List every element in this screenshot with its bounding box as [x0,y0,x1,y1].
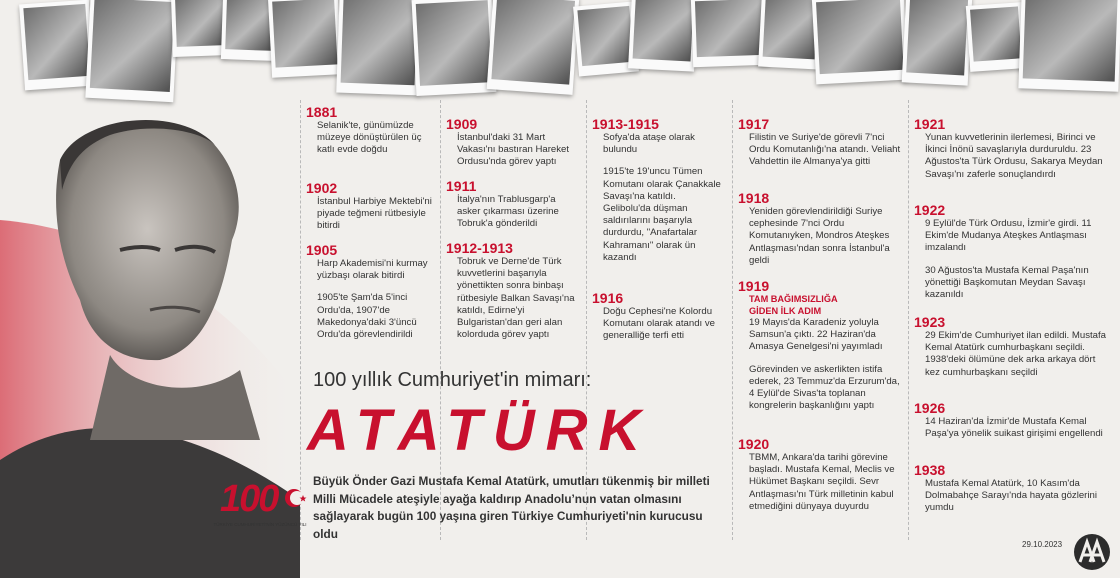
archive-photo [691,0,769,67]
timeline-text: Yeniden görevlendirildiği Suriye cephesinde 7'nci Ordu Komutanıyken, Mondros Ateşkes Antlaşması'ndan sonra İstanbul'a geldi [749,206,890,266]
timeline-entry [446,116,580,169]
headline: 100 yıllık Cumhuriyet'in mimarı: [313,369,592,391]
timeline-text: Filistin ve Suriye'de görevli 7'nci Ordu Komutanlığı'na atandı. Veliaht Vahdettin ile Almanya'ya gitti [749,132,901,168]
timeline-text: İstanbul Harbiye Mektebi'ni piyade teğmeni rütbesiyle bitirdi [317,196,432,232]
archive-photo [19,0,95,90]
timeline-text: Sofya'da ataşe olarak bulundu [603,132,695,156]
timeline-year: 1902 [306,180,338,196]
timeline-entry [914,462,1110,515]
timeline-entry [306,104,434,157]
timeline-text: İtalya'nın Trablusgarp'a asker çıkarması üzerine Tobruk'a gönderildi [457,194,559,230]
timeline-year: 1912-1913 [446,240,513,256]
timeline-text: Doğu Cephesi'ne Kolordu Komutanı olarak atandı ve generalliğe terfi etti [603,306,715,342]
anadolu-agency-logo [1072,532,1112,577]
centennial-caption: TÜRKİYE CUMHURİYETİ'NİN YÜZÜNCÜ YILI [213,522,307,527]
timeline-text: Mustafa Kemal Atatürk, 10 Kasım'da Dolmabahçe Sarayı'nda hayata gözlerini yumdu [925,478,1097,514]
centennial-number: 100 [220,478,278,520]
timeline-text: TBMM, Ankara'da tarihi görevine başladı. Mustafa Kemal, Meclis ve Hükümet Başkanı seçildi. Sevr Antlaşması'nı Türk milletinin kabul etmediğini dünyaya duyurdu [749,452,895,512]
archive-photo-strip [0,0,1120,110]
timeline-year: 1917 [738,116,770,132]
timeline-year: 1905 [306,242,338,258]
page-title: ATATÜRK [307,398,652,463]
aa-logo-icon [1072,532,1112,572]
timeline-text: 30 Ağustos'ta Mustafa Kemal Paşa'nın yönettiği Başkomutan Meydan Savaşı kazanıldı [925,264,1089,301]
timeline-text: 1915'te 19'uncu Tümen Komutanı olarak Çanakkale Savaşı'na katıldı. Gelibolu'da düşman saldırılarını başarıyla durdurdu, "Anafartalar Kahramanı" olarak ün kazandı [603,166,721,263]
timeline-text: Selanik'te, günümüzde müzeye dönüştürülen üç katlı evde doğdu [317,120,422,156]
timeline-year: 1918 [738,190,770,206]
archive-photo [268,0,342,78]
timeline-year: 1922 [914,202,946,218]
timeline-text: 29 Ekim'de Cumhuriyet ilan edildi. Mustafa Kemal Atatürk cumhurbaşkanı seçildi. 1938'deki ölümüne dek arka arkaya dört kez cumhurbaşkanı seçildi [925,330,1106,378]
timeline-year: 1913-1915 [592,116,659,132]
timeline-year: 1926 [914,400,946,416]
timeline-text: İstanbul'daki 31 Mart Vakası'nı bastıran Hareket Ordusu'nda görev yaptı [457,132,570,168]
archive-photo [966,2,1026,72]
timeline-entry [914,202,1110,301]
timeline-entry [738,116,902,169]
timeline-year: 1920 [738,436,770,452]
timeline-line [300,100,301,540]
timeline-year: 1919 [738,278,770,294]
timeline-entry [738,190,902,267]
timeline-line [732,100,733,540]
centennial-logo [212,478,308,534]
timeline-text: 19 Mayıs'da Karadeniz yoluyla Samsun'a çıktı. 22 Haziran'da Amasya Genelgesi'ni yayımladı [749,317,883,353]
archive-photo [412,0,497,96]
archive-photo [902,0,973,86]
archive-photo [85,0,178,102]
timeline-text: Harp Akademisi'ni kurmay yüzbaşı olarak bitirdi [317,258,428,282]
timeline-entry [446,178,580,231]
timeline-entry [738,436,902,513]
timeline-line [908,100,909,540]
archive-photo [336,0,422,95]
timeline-subtitle: TAM BAĞIMSIZLIĞA GİDEN İLK ADIM [749,294,838,316]
timeline-entry [914,400,1110,440]
archive-photo [1018,0,1120,92]
timeline-year: 1916 [592,290,624,306]
timeline-text: Görevinden ve askerlikten istifa ederek, 23 Temmuz'da Erzurum'da, 4 Eylül'de Sivas'ta toplanan kongrelerin başkanlığını yaptı [749,363,900,412]
timeline-column-4 [732,100,908,540]
timeline-entry [592,290,726,343]
timeline-text: 9 Eylül'de Türk Ordusu, İzmir'e girdi. 11 Ekim'de Mudanya Ateşkes Antlaşması imzalandı [925,218,1092,254]
timeline-year: 1911 [446,178,477,194]
publish-date: 29.10.2023 [1022,540,1063,549]
timeline-year: 1881 [306,104,338,120]
archive-photo [812,0,908,84]
timeline-column-5 [908,100,1120,540]
description: Büyük Önder Gazi Mustafa Kemal Atatürk, umutları tükenmiş bir milleti Milli Mücadele ateşiyle ayağa kaldırıp Anadolu’nun vatan olmasını sağlayarak bugün 100 yaşına giren Türkiye Cumhuriyeti'nin kurucusu oldu [313,474,710,541]
timeline-entry [306,242,434,341]
timeline-year: 1909 [446,116,478,132]
timeline-entry [306,180,434,233]
archive-photo [487,0,580,95]
timeline-text: Tobruk ve Derne'de Türk kuvvetlerini başarıyla yönettikten sonra binbaşı rütbesiyle Balkan Savaşı'na katıldı, Edirne'yi Bulgaristan'dan geri alan kolorduda görev yaptı [457,256,575,341]
timeline-year: 1921 [914,116,946,132]
timeline-entry [914,116,1110,181]
timeline-text: Yunan kuvvetlerinin ilerlemesi, Birinci ve İkinci İnönü savaşlarıyla durduruldu. 23 Ağustos'ta Türk Ordusu, Sakarya Meydan Savaşı'nı zaferle sonuçlandırdı [925,132,1103,180]
timeline-entry [914,314,1110,379]
timeline-entry [446,240,580,341]
star-crescent-icon [284,486,308,510]
timeline-text: 1905'te Şam'da 5'inci Ordu'da, 1907'de Makedonya'daki 3'üncü Ordu'da görevlendirildi [317,292,417,341]
timeline-year: 1923 [914,314,946,330]
archive-photo [628,0,698,72]
timeline-entry [592,116,726,264]
timeline-year: 1938 [914,462,946,478]
timeline-text: 14 Haziran'da İzmir'de Mustafa Kemal Paşa'ya yönelik suikast girişimi engellendi [925,416,1103,440]
timeline-entry [738,278,902,412]
